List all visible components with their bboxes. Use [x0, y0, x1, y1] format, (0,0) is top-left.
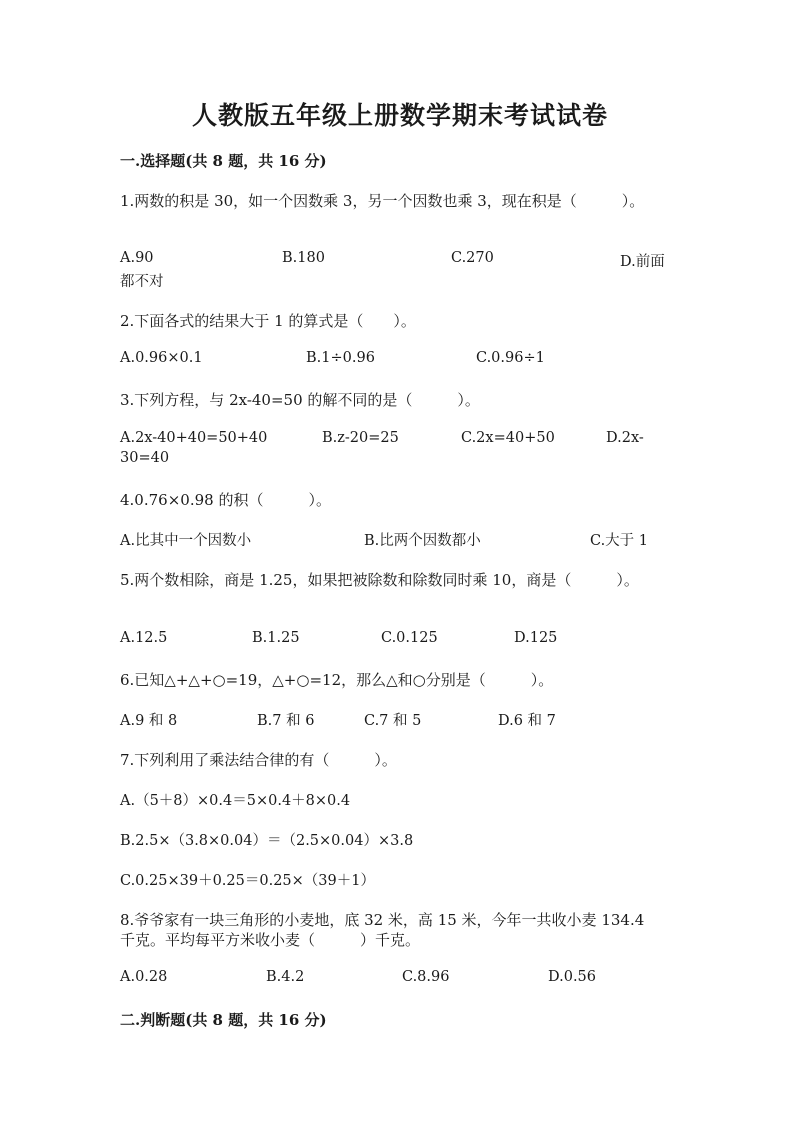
- section-heading-choice: 一.选择题(共 8 题，共 16 分): [120, 152, 327, 170]
- question-5-option-d: D.125: [514, 630, 558, 646]
- question-1-option-b: B.180: [282, 250, 325, 266]
- question-2-option-a: A.0.96×0.1: [120, 350, 203, 366]
- question-7-stem: 7.下列利用了乘法结合律的有（ ）。: [120, 751, 397, 769]
- question-1-stem: 1.两数的积是 30，如一个因数乘 3，另一个因数也乘 3，现在积是（ ）。: [120, 192, 645, 210]
- question-8-option-d: D.0.56: [548, 969, 597, 985]
- question-3-stem: 3.下列方程，与 2x-40=50 的解不同的是（ ）。: [120, 391, 480, 409]
- question-6-stem: 6.已知△+△+○=19，△+○=12，那么△和○分别是（ ）。: [120, 671, 554, 689]
- question-8-option-c: C.8.96: [402, 969, 450, 985]
- question-4-option-c: C.大于 1: [590, 533, 649, 549]
- question-8-stem-continued: 千克。平均每平方米收小麦（ ）千克。: [120, 931, 421, 949]
- question-5-option-c: C.0.125: [381, 630, 438, 646]
- question-7-option-a: A.（5＋8）×0.4＝5×0.4＋8×0.4: [120, 793, 351, 809]
- question-8-option-a: A.0.28: [120, 969, 168, 985]
- page-title: 人教版五年级上册数学期末考试试卷: [191, 101, 608, 130]
- question-2-option-b: B.1÷0.96: [306, 350, 375, 366]
- question-1-option-c: C.270: [451, 250, 494, 266]
- question-4-option-b: B.比两个因数都小: [364, 533, 481, 549]
- question-3-option-c: C.2x=40+50: [461, 430, 555, 446]
- question-8-stem: 8.爷爷家有一块三角形的小麦地，底 32 米，高 15 米，今年一共收小麦 134.4: [120, 911, 645, 929]
- question-3-option-d: D.2x-: [606, 430, 644, 446]
- question-3-option-a: A.2x-40+40=50+40: [120, 430, 268, 446]
- question-5-option-b: B.1.25: [252, 630, 300, 646]
- question-4-stem: 4.0.76×0.98 的积（ ）。: [120, 491, 331, 509]
- question-1-option-d-continued: 都不对: [120, 274, 164, 290]
- question-1-option-a: A.90: [120, 250, 154, 266]
- question-6-option-a: A.9 和 8: [120, 713, 178, 729]
- question-3-option-d-continued: 30=40: [120, 450, 170, 466]
- question-5-option-a: A.12.5: [120, 630, 168, 646]
- question-1-option-d: D.前面: [620, 254, 665, 270]
- section-heading-judgement: 二.判断题(共 8 题，共 16 分): [120, 1011, 327, 1029]
- question-4-option-a: A.比其中一个因数小: [120, 533, 252, 549]
- question-7-option-c: C.0.25×39＋0.25＝0.25×（39＋1）: [120, 873, 375, 889]
- question-2-stem: 2.下面各式的结果大于 1 的算式是（ ）。: [120, 312, 416, 330]
- question-6-option-b: B.7 和 6: [257, 713, 315, 729]
- question-3-option-b: B.z-20=25: [322, 430, 399, 446]
- question-6-option-d: D.6 和 7: [498, 713, 556, 729]
- question-5-stem: 5.两个数相除，商是 1.25，如果把被除数和除数同时乘 10，商是（ ）。: [120, 571, 639, 589]
- question-6-option-c: C.7 和 5: [364, 713, 422, 729]
- question-2-option-c: C.0.96÷1: [476, 350, 545, 366]
- question-8-option-b: B.4.2: [266, 969, 305, 985]
- question-7-option-b: B.2.5×（3.8×0.04）＝（2.5×0.04）×3.8: [120, 833, 414, 849]
